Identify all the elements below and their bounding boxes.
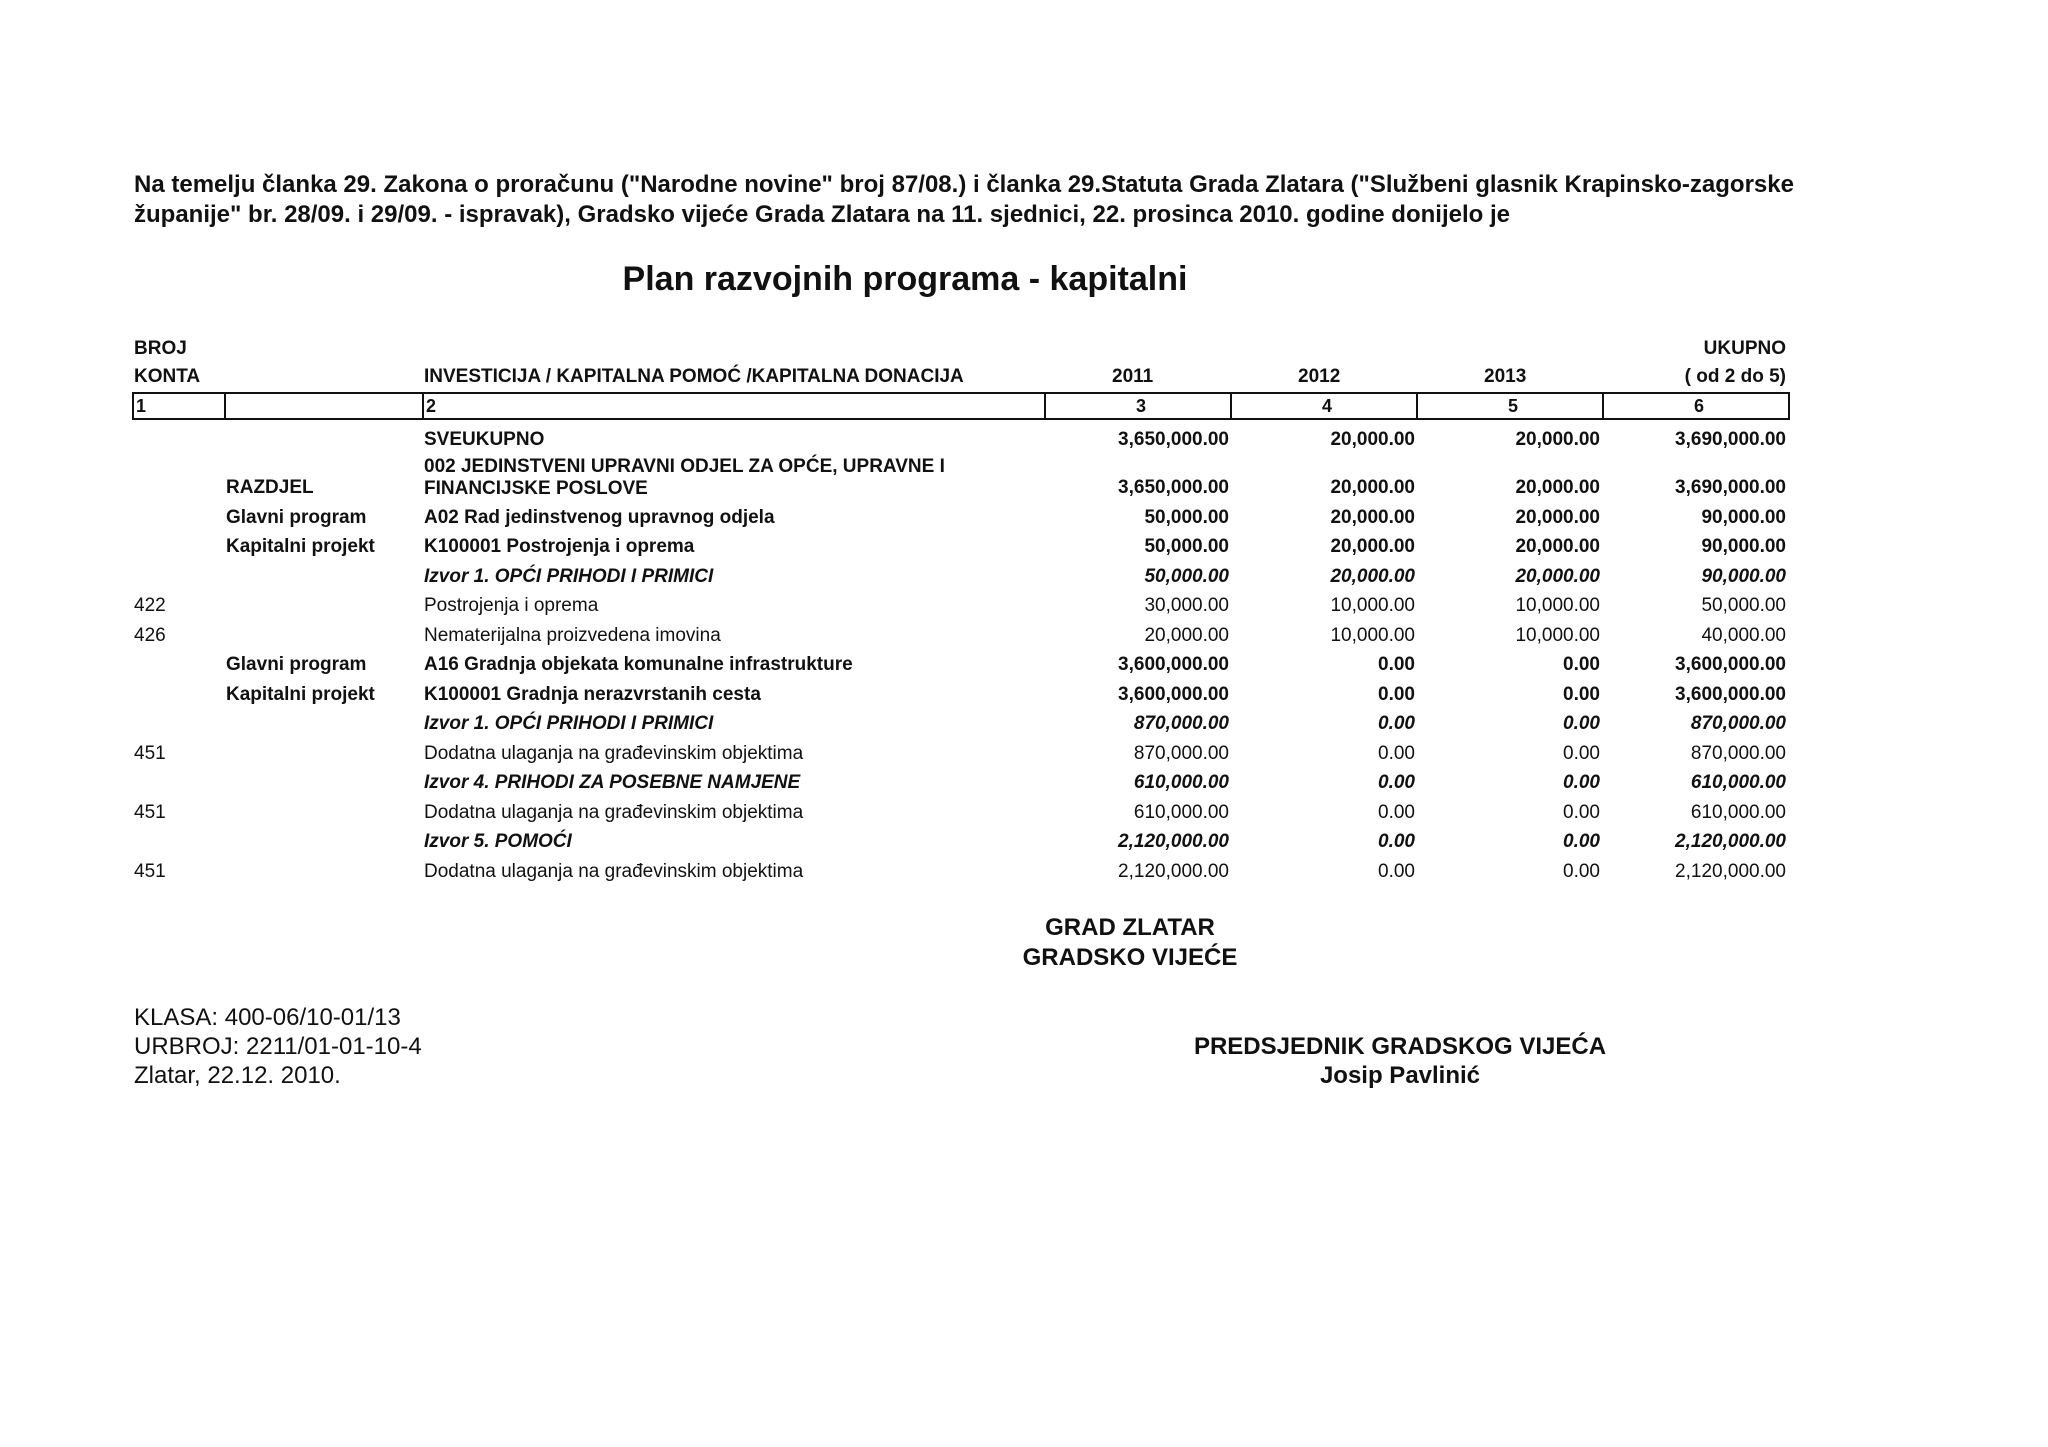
column-divider [1230, 394, 1232, 418]
value-total: 90,000.00 [1701, 507, 1786, 528]
row-description: Nematerijalna proizvedena imovina [424, 625, 721, 646]
column-number: 3 [1136, 396, 1147, 416]
signatory-name: Josip Pavlinić [1319, 1062, 1481, 1089]
value-2013: 20,000.00 [1515, 566, 1600, 587]
table-row [0, 621, 2048, 650]
value-total: 3,690,000.00 [1675, 429, 1786, 450]
value-2011: 50,000.00 [1144, 566, 1229, 587]
value-2013: 0.00 [1563, 684, 1600, 705]
issuer-council: GRADSKO VIJEĆE [1022, 944, 1238, 971]
urbroj-number: URBROJ: 2211/01-01-10-4 [134, 1033, 422, 1060]
value-total: 90,000.00 [1701, 536, 1786, 557]
table-row [0, 827, 2048, 856]
table-row [0, 532, 2048, 561]
row-level: Glavni program [226, 507, 367, 528]
table-row [0, 456, 2048, 502]
value-2011: 610,000.00 [1133, 772, 1229, 793]
row-description: Izvor 4. PRIHODI ZA POSEBNE NAMJENE [424, 772, 801, 793]
row-level: Kapitalni projekt [226, 536, 375, 557]
column-divider [224, 394, 226, 418]
table-row [0, 591, 2048, 620]
value-total: 40,000.00 [1701, 625, 1786, 646]
column-divider [1602, 394, 1604, 418]
column-number: 1 [136, 396, 147, 416]
row-description: A16 Gradnja objekata komunalne infrastrukture [424, 654, 853, 675]
row-konta: 422 [134, 595, 166, 616]
value-2011: 3,650,000.00 [1118, 477, 1229, 498]
header-2011: 2011 [1112, 366, 1154, 387]
value-2013: 10,000.00 [1515, 595, 1600, 616]
row-description: Izvor 1. OPĆI PRIHODI I PRIMICI [424, 566, 714, 587]
value-2011: 3,650,000.00 [1118, 429, 1229, 450]
value-total: 90,000.00 [1701, 566, 1786, 587]
value-2012: 0.00 [1378, 861, 1415, 882]
value-total: 50,000.00 [1701, 595, 1786, 616]
column-divider [1044, 394, 1046, 418]
value-2012: 20,000.00 [1330, 536, 1415, 557]
row-description: Izvor 5. POMOĆI [424, 831, 572, 852]
issuer-city: GRAD ZLATAR [1045, 914, 1215, 941]
value-2011: 2,120,000.00 [1118, 861, 1229, 882]
value-2013: 0.00 [1563, 831, 1600, 852]
value-2013: 10,000.00 [1515, 625, 1600, 646]
value-2011: 20,000.00 [1144, 625, 1229, 646]
table-row [0, 650, 2048, 679]
value-2012: 20,000.00 [1330, 429, 1415, 450]
value-2012: 20,000.00 [1330, 566, 1415, 587]
row-description-line-1: 002 JEDINSTVENI UPRAVNI ODJEL ZA OPĆE, UPRAVNE I [424, 456, 945, 477]
value-2013: 0.00 [1563, 743, 1600, 764]
row-description: Dodatna ulaganja na građevinskim objektima [424, 861, 804, 882]
header-broj: BROJ [134, 338, 187, 359]
value-2011: 30,000.00 [1144, 595, 1229, 616]
value-2011: 610,000.00 [1133, 802, 1229, 823]
value-total: 870,000.00 [1690, 713, 1786, 734]
row-description: Postrojenja i oprema [424, 595, 599, 616]
header-ukupno: UKUPNO [1703, 338, 1786, 359]
row-description: K100001 Gradnja nerazvrstanih cesta [424, 684, 761, 705]
value-2011: 3,600,000.00 [1118, 654, 1229, 675]
row-konta: 451 [134, 802, 166, 823]
value-2013: 0.00 [1563, 861, 1600, 882]
table-row [0, 425, 2048, 454]
value-total: 3,600,000.00 [1675, 684, 1786, 705]
value-total: 610,000.00 [1690, 772, 1786, 793]
value-2012: 0.00 [1378, 802, 1415, 823]
row-description-line-2: FINANCIJSKE POSLOVE [424, 478, 648, 499]
klasa-number: KLASA: 400-06/10-01/13 [134, 1004, 401, 1031]
value-2012: 20,000.00 [1330, 507, 1415, 528]
value-2013: 20,000.00 [1515, 477, 1600, 498]
intro-paragraph [134, 170, 1914, 230]
row-konta: 451 [134, 743, 166, 764]
column-number: 2 [426, 396, 437, 416]
value-2013: 0.00 [1563, 802, 1600, 823]
value-2012: 0.00 [1378, 743, 1415, 764]
value-2012: 0.00 [1378, 831, 1415, 852]
value-total: 2,120,000.00 [1675, 831, 1786, 852]
table-row [0, 503, 2048, 532]
value-2012: 20,000.00 [1330, 477, 1415, 498]
row-description [424, 456, 1044, 500]
value-2012: 0.00 [1378, 684, 1415, 705]
header-konta: KONTA [134, 366, 201, 387]
row-level: Kapitalni projekt [226, 684, 375, 705]
row-description: SVEUKUPNO [424, 429, 545, 450]
value-total: 610,000.00 [1690, 802, 1786, 823]
row-description: K100001 Postrojenja i oprema [424, 536, 695, 557]
value-2013: 20,000.00 [1515, 507, 1600, 528]
row-description: Dodatna ulaganja na građevinskim objektima [424, 743, 804, 764]
intro-line-2: županije" br. 28/09. i 29/09. - ispravak), Gradsko vijeće Grada Zlatara na 11. sjednici, 22. prosinca 2010. godine donijelo je [134, 201, 1510, 228]
column-number-row [132, 392, 1790, 420]
row-description: Dodatna ulaganja na građevinskim objektima [424, 802, 804, 823]
value-2012: 10,000.00 [1330, 595, 1415, 616]
row-konta: 451 [134, 861, 166, 882]
row-level: Glavni program [226, 654, 367, 675]
value-2013: 0.00 [1563, 654, 1600, 675]
value-total: 3,690,000.00 [1675, 477, 1786, 498]
column-number: 5 [1508, 396, 1519, 416]
signatory-title: PREDSJEDNIK GRADSKOG VIJEĆA [1193, 1033, 1607, 1060]
value-2013: 20,000.00 [1515, 429, 1600, 450]
table-row [0, 709, 2048, 738]
column-number: 4 [1322, 396, 1333, 416]
value-total: 2,120,000.00 [1675, 861, 1786, 882]
value-2011: 3,600,000.00 [1118, 684, 1229, 705]
row-description: A02 Rad jedinstvenog upravnog odjela [424, 507, 775, 528]
row-level: RAZDJEL [226, 477, 314, 498]
column-divider [1416, 394, 1418, 418]
value-2012: 0.00 [1378, 772, 1415, 793]
value-2012: 0.00 [1378, 713, 1415, 734]
table-row [0, 562, 2048, 591]
value-2012: 10,000.00 [1330, 625, 1415, 646]
place-date: Zlatar, 22.12. 2010. [134, 1062, 341, 1089]
table-row [0, 739, 2048, 768]
value-total: 870,000.00 [1690, 743, 1786, 764]
header-2012: 2012 [1298, 366, 1341, 387]
value-2013: 0.00 [1563, 772, 1600, 793]
value-2011: 870,000.00 [1133, 743, 1229, 764]
column-number: 6 [1694, 396, 1705, 416]
value-2011: 50,000.00 [1144, 536, 1229, 557]
value-2013: 0.00 [1563, 713, 1600, 734]
intro-line-1: Na temelju članka 29. Zakona o proračunu ("Narodne novine" broj 87/08.) i članka 29.Statuta Grada Zlatara ("Službeni glasnik Krapinsko-zagorske [134, 171, 1794, 198]
value-2011: 2,120,000.00 [1118, 831, 1229, 852]
value-2011: 50,000.00 [1144, 507, 1229, 528]
header-2013: 2013 [1484, 366, 1527, 387]
document-title: Plan razvojnih programa - kapitalni [622, 260, 1188, 298]
value-total: 3,600,000.00 [1675, 654, 1786, 675]
value-2013: 20,000.00 [1515, 536, 1600, 557]
table-row [0, 857, 2048, 886]
table-row [0, 798, 2048, 827]
row-konta: 426 [134, 625, 166, 646]
table-row [0, 680, 2048, 709]
value-2011: 870,000.00 [1133, 713, 1229, 734]
value-2012: 0.00 [1378, 654, 1415, 675]
table-row [0, 768, 2048, 797]
column-divider [422, 394, 424, 418]
header-investicija: INVESTICIJA / KAPITALNA POMOĆ /KAPITALNA DONACIJA [424, 366, 964, 387]
row-description: Izvor 1. OPĆI PRIHODI I PRIMICI [424, 713, 714, 734]
header-ukupno-range: ( od 2 do 5) [1684, 366, 1786, 387]
